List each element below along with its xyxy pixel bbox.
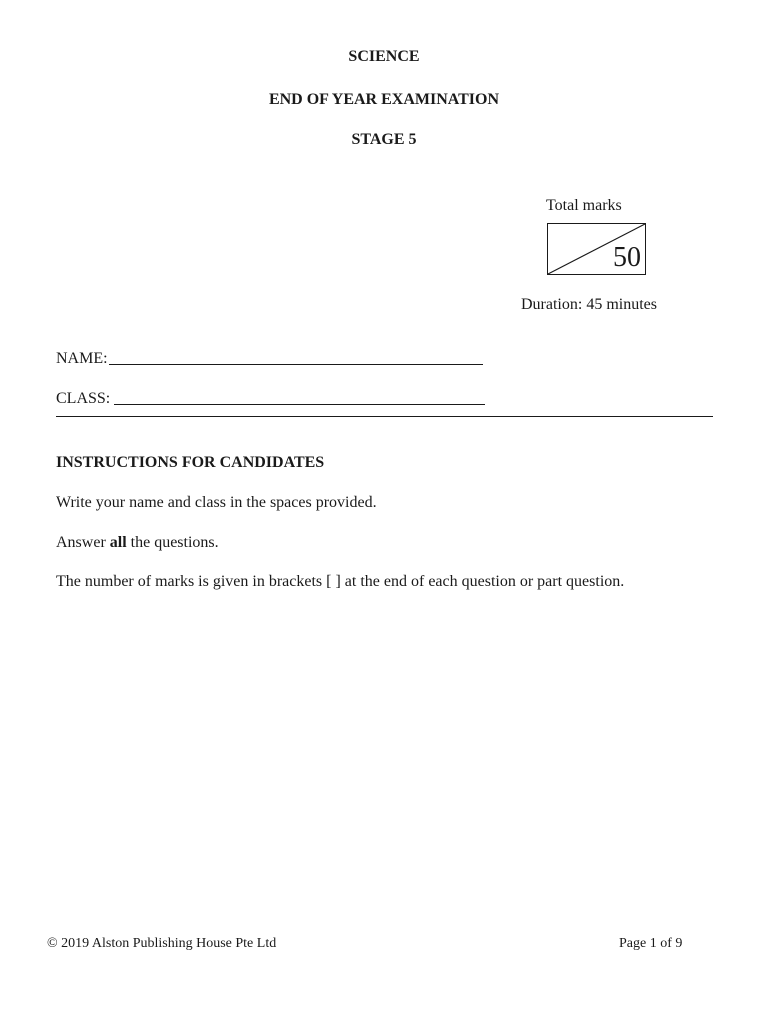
footer-page-number: Page 1 of 9 — [619, 936, 683, 951]
stage-title: STAGE 5 — [351, 131, 417, 148]
class-label: CLASS: — [56, 390, 111, 407]
total-marks-box — [547, 223, 646, 275]
class-blank-line[interactable] — [114, 388, 485, 405]
instruction-answer-all — [56, 534, 219, 552]
footer-copyright: © 2019 Alston Publishing House Pte Ltd — [47, 936, 277, 951]
instruction-name-class: Write your name and class in the spaces provided. — [56, 494, 377, 511]
duration-text: Duration: 45 minutes — [521, 296, 657, 313]
subject-title: SCIENCE — [348, 48, 420, 65]
name-blank-line[interactable] — [109, 348, 483, 365]
instruction-answer-suffix: the questions. — [126, 534, 219, 551]
instruction-answer-emphasis: all — [109, 534, 127, 551]
class-field-row — [56, 388, 485, 408]
name-label: NAME: — [56, 350, 108, 367]
instruction-answer-prefix: Answer — [56, 534, 110, 551]
instructions-heading: INSTRUCTIONS FOR CANDIDATES — [56, 454, 325, 471]
section-divider — [56, 416, 713, 417]
total-marks-label: Total marks — [546, 197, 622, 214]
name-field-row — [56, 348, 483, 368]
total-marks-value: 50 — [613, 242, 641, 273]
exam-title: END OF YEAR EXAMINATION — [268, 91, 500, 108]
instruction-marks-brackets: The number of marks is given in brackets [ ] at the end of each question or part question. — [56, 573, 625, 590]
